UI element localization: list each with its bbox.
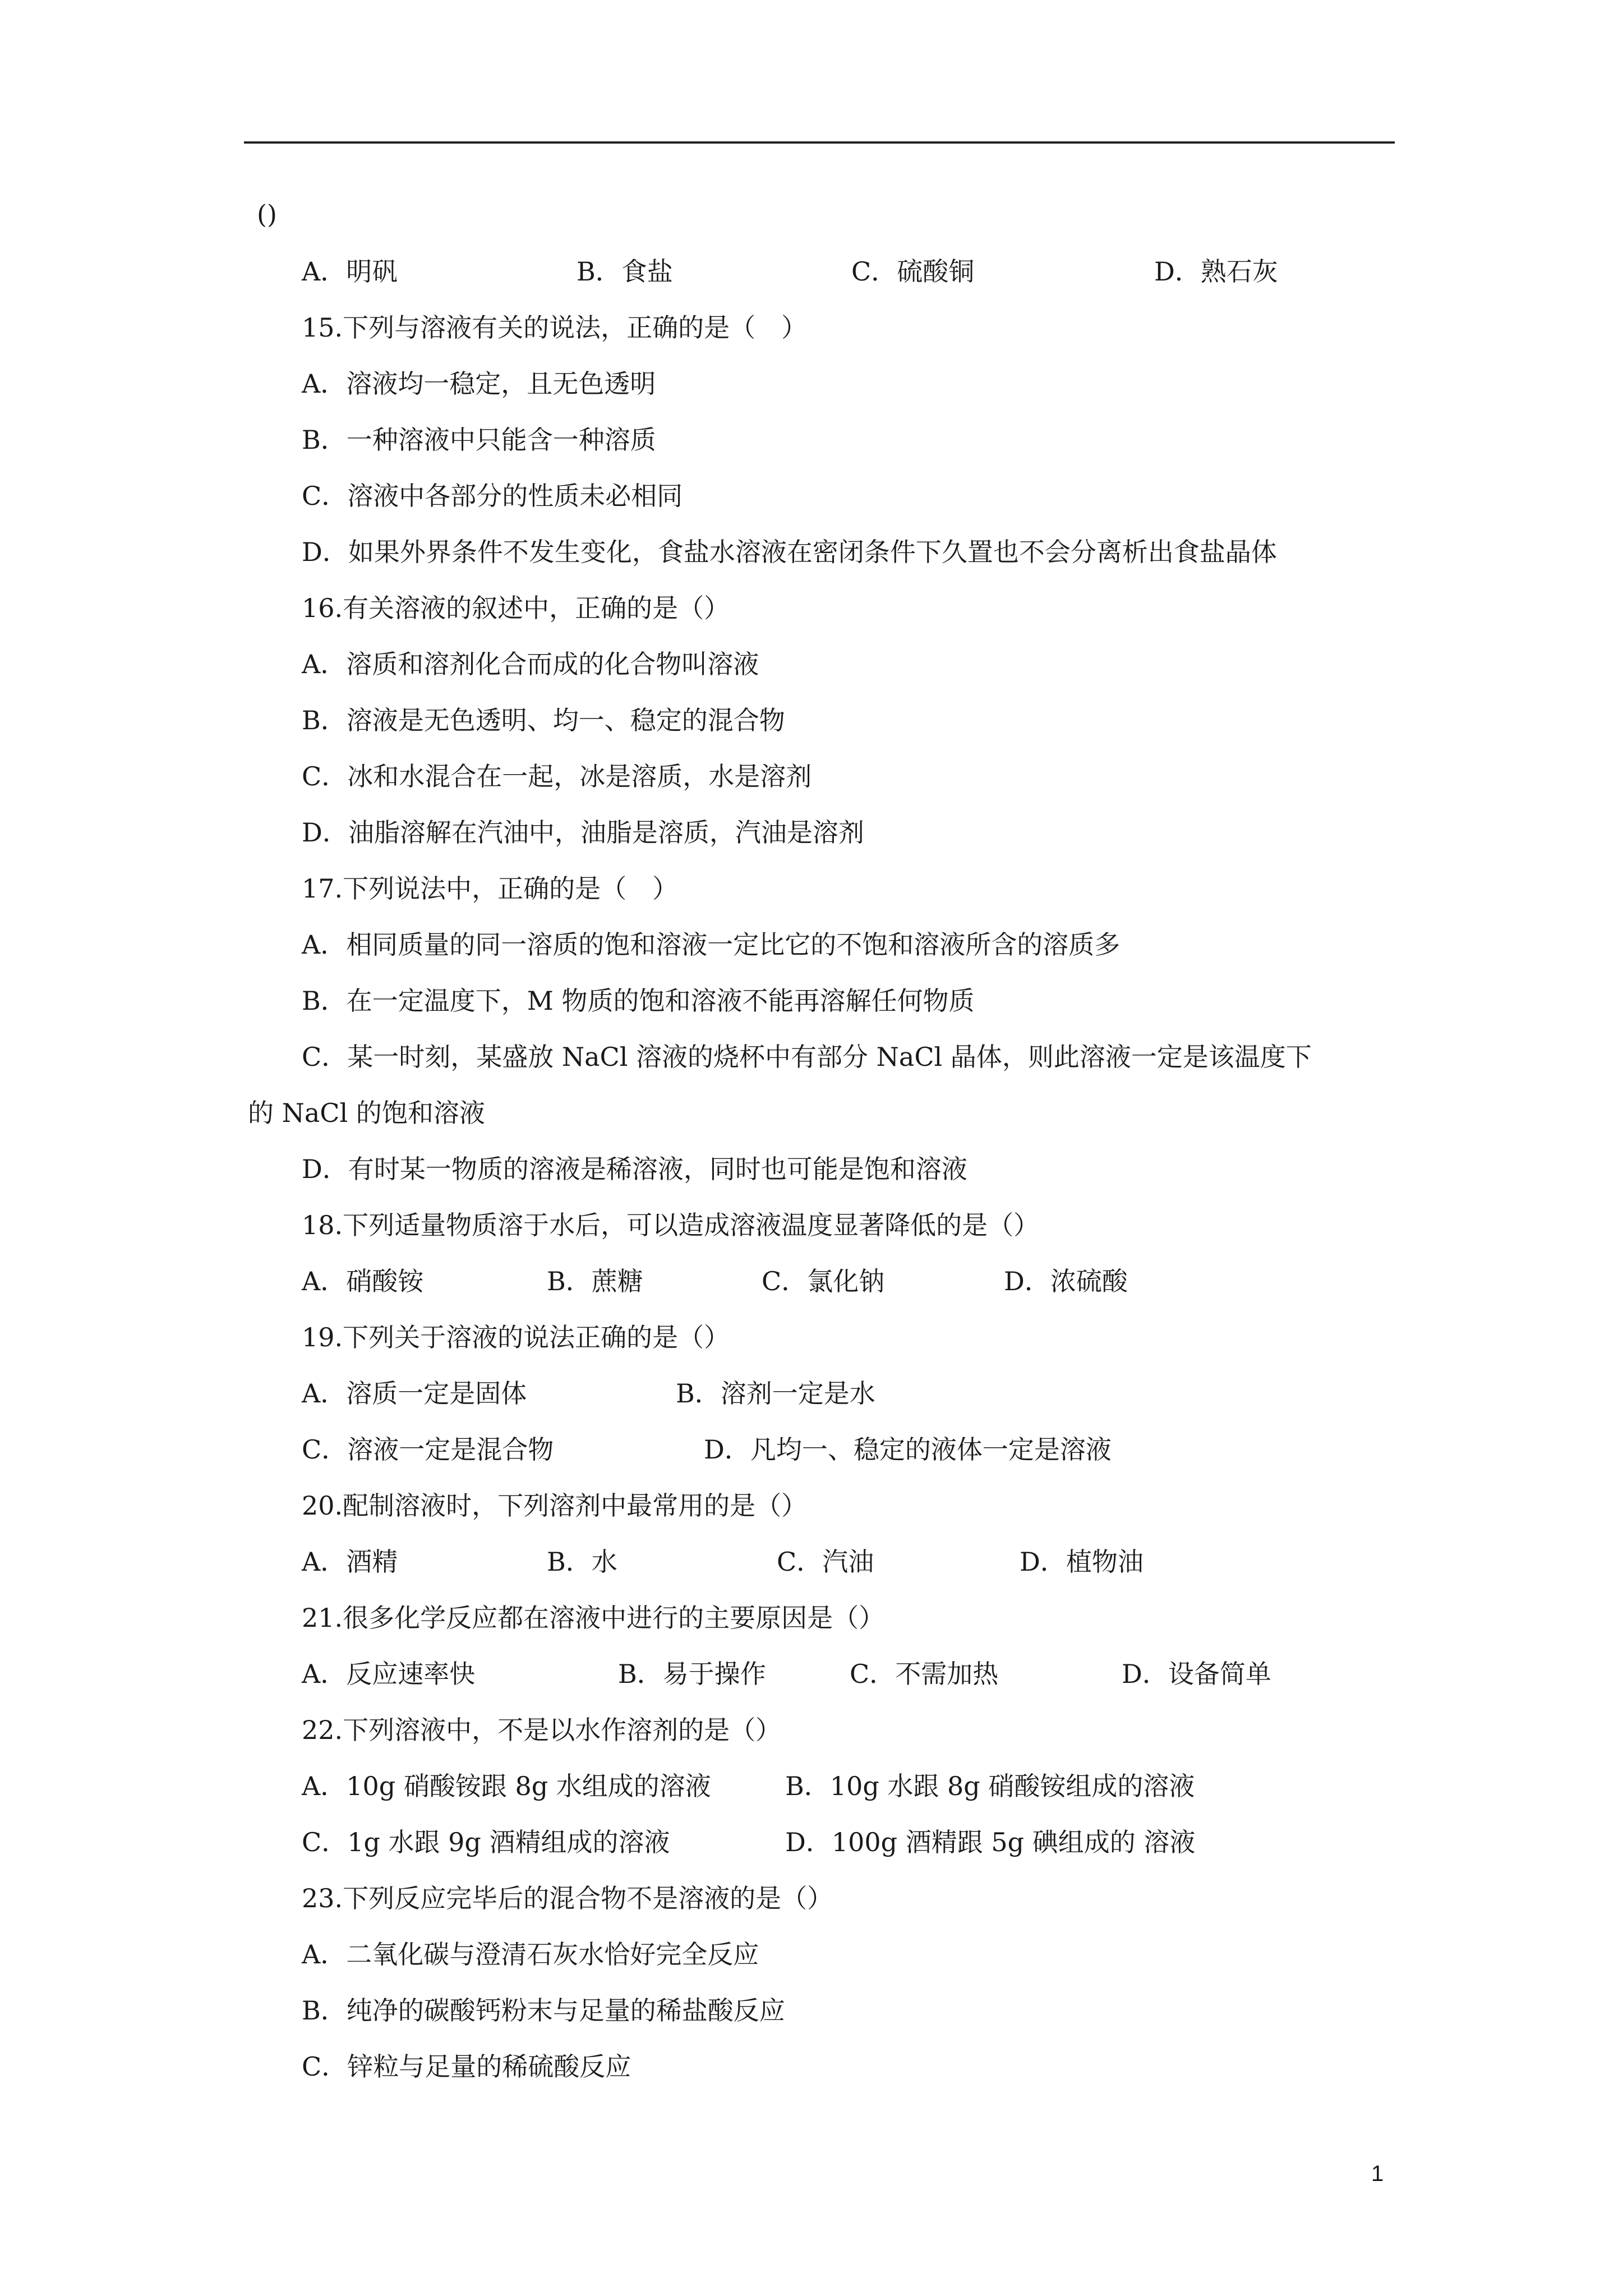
q23-option-c: C．锌粒与足量的稀硫酸反应 (302, 2051, 631, 2082)
q18-option-c: C．氯化钠 (762, 1266, 885, 1296)
q19-option-a: A．溶质一定是固体 (302, 1378, 527, 1409)
q16-option-c: C．冰和水混合在一起，冰是溶质，水是溶剂 (302, 761, 812, 792)
q23-stem: 23.下列反应完毕后的混合物不是溶液的是（） (302, 1883, 833, 1913)
q22-option-c: C．1g 水跟 9g 酒精组成的溶液 (302, 1827, 670, 1857)
q19-option-c: C．溶液一定是混合物 (302, 1434, 554, 1465)
q20-option-b: B．水 (547, 1547, 617, 1577)
q20-option-c: C．汽油 (777, 1547, 874, 1577)
q14-paren: () (257, 199, 277, 229)
q15-stem: 15.下列与溶液有关的说法，正确的是（ ） (302, 312, 808, 343)
header-rule (244, 141, 1395, 144)
q21-stem: 21.很多化学反应都在溶液中进行的主要原因是（） (302, 1603, 885, 1633)
q14-option-b: B．食盐 (577, 256, 673, 287)
q15-option-d: D．如果外界条件不发生变化，食盐水溶液在密闭条件下久置也不会分离析出食盐晶体 (302, 537, 1277, 567)
q20-option-a: A．酒精 (302, 1547, 398, 1577)
q20-option-d: D．植物油 (1020, 1547, 1144, 1577)
q18-option-a: A．硝酸铵 (302, 1266, 424, 1296)
q15-option-a: A．溶液均一稳定，且无色透明 (302, 369, 656, 399)
q17-option-a: A．相同质量的同一溶质的饱和溶液一定比它的不饱和溶液所含的溶质多 (302, 930, 1121, 960)
q21-option-b: B．易于操作 (618, 1659, 766, 1689)
q21-option-d: D．设备简单 (1122, 1659, 1271, 1689)
q14-option-a: A．明矾 (302, 256, 398, 287)
q23-option-b: B．纯净的碳酸钙粉末与足量的稀盐酸反应 (302, 1995, 785, 2026)
q17-option-b: B．在一定温度下，M 物质的饱和溶液不能再溶解任何物质 (302, 986, 975, 1016)
q16-stem: 16.有关溶液的叙述中，正确的是（） (302, 593, 730, 623)
q17-option-d: D．有时某一物质的溶液是稀溶液，同时也可能是饱和溶液 (302, 1154, 967, 1184)
q18-option-b: B．蔗糖 (547, 1266, 643, 1296)
page-number: 1 (1371, 2161, 1384, 2186)
q14-option-d: D．熟石灰 (1154, 256, 1278, 287)
q16-option-b: B．溶液是无色透明、均一、稳定的混合物 (302, 705, 785, 735)
q17-stem: 17.下列说法中，正确的是（ ） (302, 873, 679, 904)
q17-option-c-line2: 的 NaCl 的饱和溶液 (248, 1098, 485, 1128)
q21-option-c: C．不需加热 (850, 1659, 999, 1689)
q22-stem: 22.下列溶液中，不是以水作溶剂的是（） (302, 1715, 782, 1745)
q15-option-b: B．一种溶液中只能含一种溶质 (302, 425, 656, 455)
q15-option-c: C．溶液中各部分的性质未必相同 (302, 481, 683, 511)
q22-option-a: A．10g 硝酸铵跟 8g 水组成的溶液 (302, 1771, 711, 1801)
q16-option-d: D．油脂溶解在汽油中，油脂是溶质，汽油是溶剂 (302, 817, 864, 848)
q19-option-b: B．溶剂一定是水 (676, 1378, 875, 1409)
q21-option-a: A．反应速率快 (302, 1659, 476, 1689)
q22-option-b: B．10g 水跟 8g 硝酸铵组成的溶液 (785, 1771, 1195, 1801)
q17-option-c-line1: C．某一时刻，某盛放 NaCl 溶液的烧杯中有部分 NaCl 晶体，则此溶液一定是该温度下 (302, 1042, 1312, 1072)
q18-stem: 18.下列适量物质溶于水后，可以造成溶液温度显著降低的是（） (302, 1210, 1040, 1240)
q16-option-a: A．溶质和溶剂化合而成的化合物叫溶液 (302, 649, 759, 679)
q19-option-d: D．凡均一、稳定的液体一定是溶液 (704, 1434, 1112, 1465)
q22-option-d: D．100g 酒精跟 5g 碘组成的 溶液 (785, 1827, 1196, 1857)
q20-stem: 20.配制溶液时，下列溶剂中最常用的是（） (302, 1490, 808, 1521)
q14-option-c: C．硫酸铜 (851, 256, 975, 287)
q19-stem: 19.下列关于溶液的说法正确的是（） (302, 1322, 730, 1352)
q23-option-a: A．二氧化碳与澄清石灰水恰好完全反应 (302, 1939, 759, 1970)
q18-option-d: D．浓硫酸 (1004, 1266, 1128, 1296)
